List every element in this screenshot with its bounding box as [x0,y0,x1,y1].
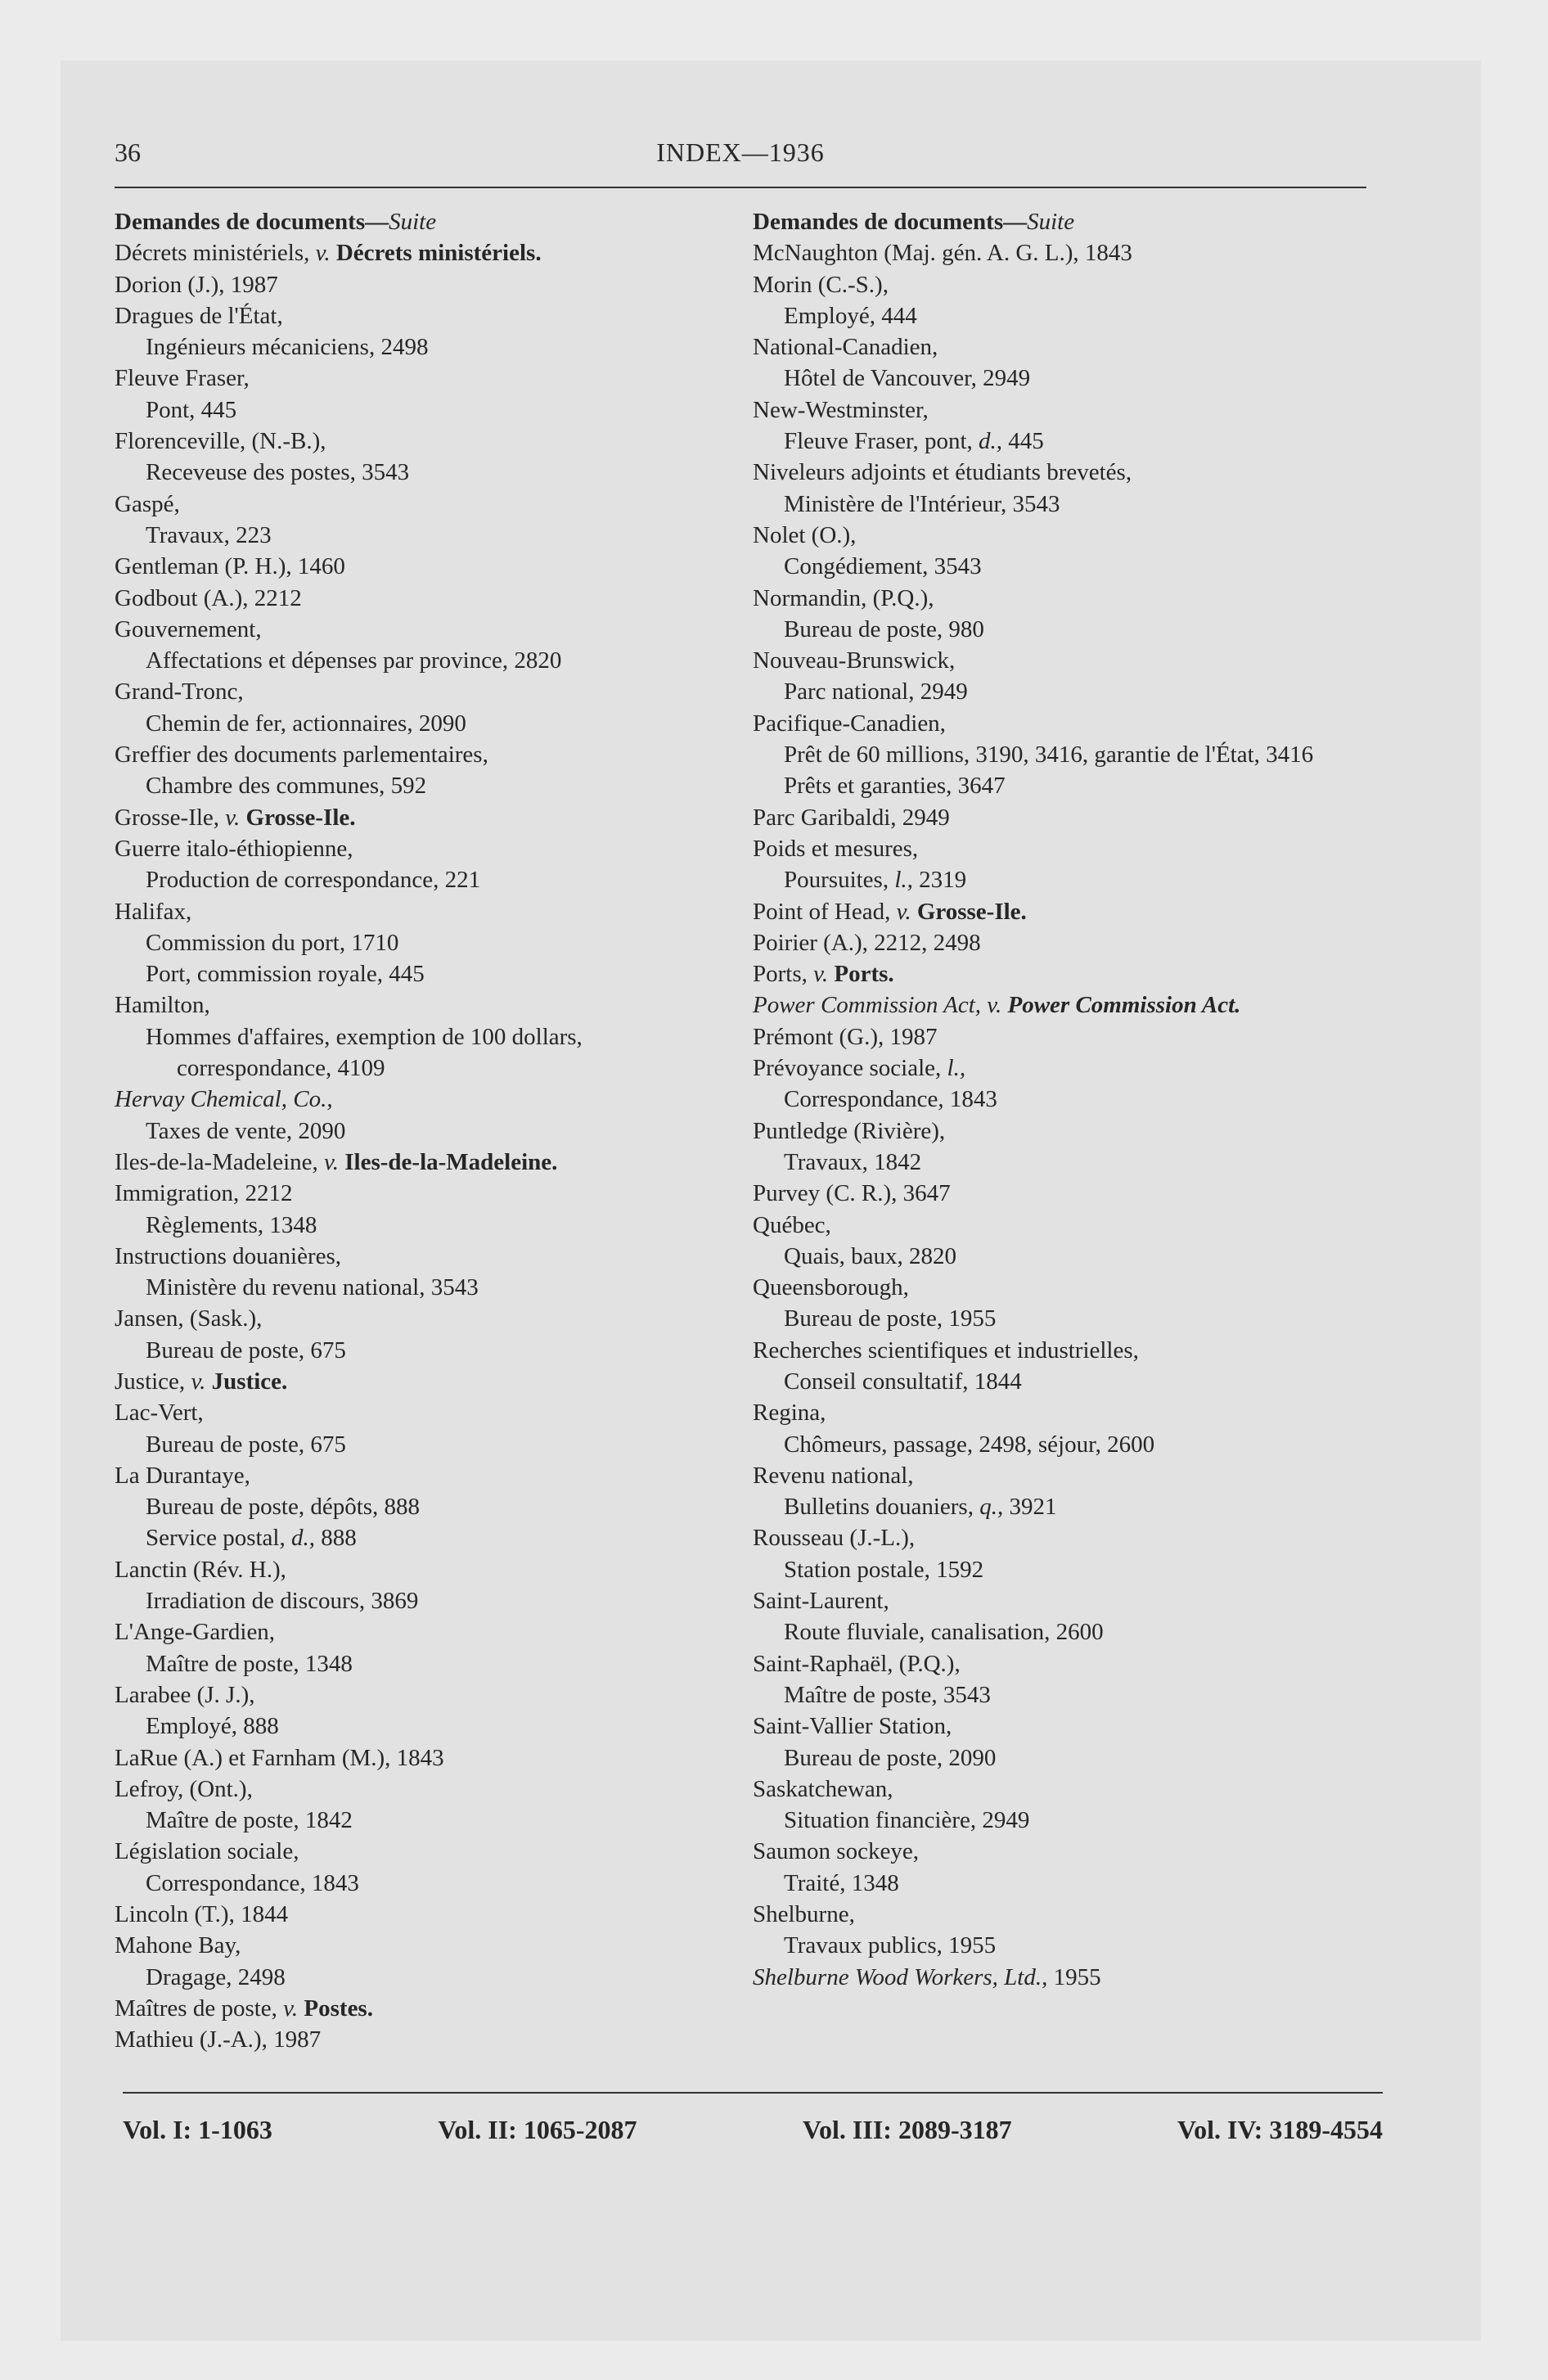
entry-text [240,805,245,831]
entry-text: 1955 [1047,1963,1101,1990]
entry-text: Puntledge (Rivière), [753,1117,946,1144]
index-entry [753,1021,1375,1053]
index-entry [753,989,1375,1021]
index-entry [753,958,1375,989]
entry-text: Ports, [753,961,814,988]
entry-text: Fleuve Fraser, pont, [784,428,979,455]
entry-text: v. [191,1368,206,1395]
entry-text: Lincoln (T.), 1844 [115,1901,289,1928]
entry-text: Dorion (J.), 1987 [115,271,278,298]
page-header [115,137,1366,178]
entry-text: d., [290,1525,315,1552]
index-subentry [115,1805,736,1836]
entry-text: Mathieu (J.-A.), 1987 [115,2026,322,2053]
entry-text: Saumon sockeye, [753,1838,919,1865]
entry-text [331,240,336,266]
entry-text: Situation financière, 2949 [784,1807,1030,1834]
index-subentry [753,676,1375,707]
index-entry [115,1554,736,1585]
index-entry [753,1774,1375,1805]
entry-text: Irradiation de discours, 3869 [146,1588,419,1615]
entry-text: Saint-Laurent, [753,1588,889,1615]
entry-text: Justice, [115,1368,191,1395]
entry-text: 3921 [1003,1494,1057,1521]
entry-text: Travaux publics, 1955 [784,1932,997,1959]
index-entry [115,833,736,864]
index-entry [753,583,1375,614]
index-entry [115,1084,736,1115]
entry-text: Correspondance, 1843 [784,1086,997,1113]
entry-text: v. [896,898,911,925]
index-entry [115,1993,736,2024]
entry-text: Iles-de-la-Madeleine. [344,1148,558,1175]
index-entry [753,1585,1375,1616]
entry-text: Québec, [753,1211,831,1238]
index-entry [753,833,1375,864]
entry-text: Gouvernement, [115,615,262,642]
index-subentry [753,1868,1375,1899]
index-entry [115,1366,736,1397]
index-entry [753,1272,1375,1303]
entry-text: Normandin, (P.Q.), [753,584,934,611]
index-entry [115,1460,736,1491]
entry-text: Taxes de vente, 2090 [146,1117,346,1144]
entry-text: Service postal, [146,1525,291,1552]
index-subentry [115,958,736,989]
entry-text: v. [283,1995,299,2022]
entry-text: Power Commission Act, [753,992,981,1019]
entry-text: Hommes d'affaires, exemption de 100 dollars, correspondance, 4109 [146,1023,583,1082]
running-title: INDEX—1936 [656,137,825,167]
entry-text: Morin (C.-S.), [753,271,889,298]
entry-text: Maître de poste, 3543 [784,1681,991,1708]
entry-text: Décrets ministériels. [335,240,542,267]
entry-text: Maître de poste, 1842 [146,1807,353,1834]
index-entry [115,426,736,457]
index-entry [115,1147,736,1178]
index-entry [753,1836,1375,1867]
entry-text: Législation sociale, [115,1838,299,1865]
entry-text: Justice. [211,1368,288,1395]
index-subentry [753,1616,1375,1648]
entry-text: Larabee (J. J.), [115,1681,255,1708]
entry-text: Chemin de fer, actionnaires, 2090 [146,710,466,737]
volume-range: Vol. I: 1-1063 [123,2115,272,2144]
entry-text: Travaux, 223 [146,521,272,548]
entry-text: Point of Head, [753,898,897,925]
index-subentry [115,394,736,426]
entry-text: Iles-de-la-Madeleine, [115,1148,325,1175]
entry-text: Revenu national, [753,1462,914,1489]
index-entry [753,896,1375,927]
index-entry [753,1116,1375,1147]
entry-text: v. [315,240,331,267]
entry-text: Grosse-Ile. [245,804,356,831]
entry-text: L'Ange-Gardien, [115,1619,276,1646]
entry-text: Bureau de poste, 980 [784,615,984,642]
entry-text: Gaspé, [115,490,180,517]
index-entry [753,457,1375,488]
entry-text: Prévoyance sociale, [753,1055,947,1082]
index-subentry [115,1272,736,1303]
index-entry [753,1178,1375,1209]
entry-text: 445 [1002,428,1044,455]
entry-text: Production de correspondance, 221 [146,867,481,894]
index-entry [753,1460,1375,1491]
index-subentry [753,300,1375,331]
index-entry [115,583,736,614]
entry-text: Bulletins douaniers, [784,1494,980,1521]
entry-text: New-Westminster, [753,396,929,423]
index-subentry [753,1742,1375,1774]
index-entry [115,2024,736,2055]
entry-text: Mahone Bay, [115,1932,241,1959]
index-entry [115,989,736,1021]
entry-text: d., [979,428,1003,455]
entry-text: Nouveau-Brunswick, [753,647,956,674]
entry-text: Décrets ministériels, [115,240,316,267]
index-entry [115,739,736,770]
index-entry [753,394,1375,426]
entry-text: Godbout (A.), 2212 [115,584,302,611]
index-subentry [115,927,736,958]
volume-range: Vol. II: 1065-2087 [438,2115,637,2144]
entry-text: Shelburne, [753,1901,855,1928]
index-subentry [115,331,736,363]
index-entry [115,1178,736,1209]
entry-text: Bureau de poste, 675 [146,1336,346,1364]
index-subentry [115,1522,736,1553]
entry-text: Instructions douanières, [115,1242,342,1269]
entry-text: Hervay Chemical, Co., [115,1086,333,1113]
entry-text: Grosse-Ile, [115,804,226,831]
column-heading-suite: Suite [1027,209,1075,235]
entry-text: Poids et mesures, [753,835,919,862]
index-subentry [115,708,736,739]
entry-text: Gentleman (P. H.), 1460 [115,553,345,580]
entry-text: Pacifique-Canadien, [753,710,946,737]
index-entry [115,237,736,268]
entry-text: National-Canadien, [753,334,938,361]
index-entry [753,927,1375,958]
entry-text: Quais, baux, 2820 [784,1242,957,1269]
entry-text: Grosse-Ile. [916,898,1027,925]
index-entry [115,802,736,833]
entry-text: Prêts et garanties, 3647 [784,773,1006,800]
volume-footer [123,2115,1383,2145]
index-subentry [115,864,736,895]
entry-text: Queensborough, [753,1274,909,1301]
entry-text: 2319 [912,867,967,894]
entry-text: Florenceville, (N.-B.), [115,428,326,455]
entry-text: v. [813,961,829,988]
volume-range: Vol. IV: 3189-4554 [1177,2115,1383,2144]
entry-text: Bureau de poste, dépôts, 888 [146,1494,421,1521]
entry-text: Bureau de poste, 2090 [784,1744,997,1771]
index-subentry [753,1241,1375,1272]
volume-range: Vol. III: 2089-3187 [802,2115,1012,2144]
entry-text: Grand-Tronc, [115,678,244,705]
index-entry [753,1711,1375,1742]
entry-text: McNaughton (Maj. gén. A. G. L.), 1843 [753,240,1132,267]
entry-text: Pont, 445 [146,396,237,423]
index-subentry [753,363,1375,394]
index-subentry [115,520,736,551]
index-entry [115,896,736,927]
index-entry [115,1930,736,1961]
index-entry [115,1774,736,1805]
entry-text: Station postale, 1592 [784,1556,984,1583]
footer-rule [123,2092,1383,2094]
index-subentry [115,1585,736,1616]
entry-text: Congédiement, 3543 [784,553,982,580]
entry-text: Immigration, 2212 [115,1180,293,1207]
index-subentry [115,645,736,676]
entry-text: Postes. [304,1995,373,2022]
index-entry [115,551,736,582]
right-column [753,206,1375,1993]
index-subentry [115,1648,736,1679]
index-entry [753,1397,1375,1428]
index-entry [753,237,1375,268]
index-entry [115,1397,736,1428]
index-subentry [753,1805,1375,1836]
entry-text: Port, commission royale, 445 [146,961,425,988]
entry-text: Prémont (G.), 1987 [753,1023,938,1050]
entry-text: Employé, 444 [784,302,917,329]
index-entry [753,269,1375,300]
entry-text: Commission du port, 1710 [146,929,399,956]
index-subentry [753,1554,1375,1585]
entry-text: Guerre italo-éthiopienne, [115,835,353,862]
entry-text: Travaux, 1842 [784,1148,922,1175]
entry-text: Conseil consultatif, 1844 [784,1368,1022,1395]
index-entry [115,1679,736,1711]
index-subentry [753,1147,1375,1178]
entry-text: Ingénieurs mécaniciens, 2498 [146,334,429,361]
entry-text: Purvey (C. R.), 3647 [753,1180,951,1207]
entry-text: Employé, 888 [146,1713,279,1740]
entry-text [205,1368,211,1395]
index-subentry [753,551,1375,582]
entry-text: Parc national, 2949 [784,678,968,705]
index-entry [753,1899,1375,1930]
entry-text: l., [947,1055,966,1082]
entry-text: Dragues de l'État, [115,302,283,329]
left-column [115,206,736,2056]
index-entry [115,1742,736,1774]
index-entry [753,1648,1375,1679]
index-entry [753,1210,1375,1241]
entry-text: Lac-Vert, [115,1400,204,1427]
index-entry [115,363,736,394]
index-subentry [753,739,1375,770]
index-subentry [115,1962,736,1993]
index-subentry [115,1429,736,1460]
index-subentry [115,1491,736,1522]
column-heading-main: Demandes de documents— [753,209,1028,235]
entry-text: Lanctin (Rév. H.), [115,1556,286,1583]
index-entry [115,614,736,645]
index-subentry [115,457,736,488]
index-entry [753,520,1375,551]
index-entry [115,300,736,331]
entry-text: Route fluviale, canalisation, 2600 [784,1619,1104,1646]
index-subentry [753,1429,1375,1460]
entry-text: Ministère de l'Intérieur, 3543 [784,490,1060,517]
entry-text: v. [225,804,241,831]
index-entry [115,1899,736,1930]
entry-text: Lefroy, (Ont.), [115,1775,253,1802]
column-heading [753,206,1375,237]
entry-text: La Durantaye, [115,1462,250,1489]
column-heading-suite: Suite [389,209,437,235]
index-subentry [753,1930,1375,1961]
column-heading-main: Demandes de documents— [115,209,389,235]
index-subentry [753,426,1375,457]
entry-text: Prêt de 60 millions, 3190, 3416, garantie de l'État, 3416 [784,741,1314,769]
entry-text: Ministère du revenu national, 3543 [146,1274,479,1301]
entry-text: Shelburne Wood Workers, Ltd., [753,1963,1048,1990]
index-subentry [753,614,1375,645]
index-entry [753,1522,1375,1553]
entry-text: Bureau de poste, 1955 [784,1305,997,1332]
entry-text: LaRue (A.) et Farnham (M.), 1843 [115,1744,444,1771]
index-entry [115,269,736,300]
index-subentry [115,1116,736,1147]
entry-text: Poirier (A.), 2212, 2498 [753,929,981,956]
entry-text: Parc Garibaldi, 2949 [753,804,950,831]
index-entry [753,1335,1375,1366]
index-entry [753,1962,1375,1993]
index-subentry [115,1711,736,1742]
index-subentry [753,770,1375,801]
index-subentry [115,1021,736,1084]
header-rule [115,187,1366,188]
entry-text: Greffier des documents parlementaires, [115,741,488,769]
entry-text: Saskatchewan, [753,1775,893,1802]
entry-text: Fleuve Fraser, [115,365,250,392]
entry-text: v. [324,1148,340,1175]
entry-text: Saint-Vallier Station, [753,1713,952,1740]
index-entry [753,802,1375,833]
page-number: 36 [115,137,141,167]
index-subentry [753,1303,1375,1334]
entry-text: Recherches scientifiques et industrielles, [753,1336,1139,1364]
index-subentry [115,1868,736,1899]
index-entry [115,1241,736,1272]
entry-text: Correspondance, 1843 [146,1869,359,1896]
entry-text: Affectations et dépenses par province, 2820 [146,647,562,674]
entry-text: Receveuse des postes, 3543 [146,459,410,486]
entry-text: v. [987,992,1002,1019]
entry-text: Traité, 1348 [784,1869,899,1896]
entry-text: Hamilton, [115,992,210,1019]
index-entry [753,331,1375,363]
entry-text: Ports. [834,961,894,988]
index-entry [753,645,1375,676]
index-subentry [753,1366,1375,1397]
entry-text: Jansen, (Sask.), [115,1305,263,1332]
entry-text: Hôtel de Vancouver, 2949 [784,365,1031,392]
index-subentry [753,489,1375,520]
entry-text [911,899,917,925]
index-subentry [115,1210,736,1241]
entry-text: Dragage, 2498 [146,1963,286,1990]
entry-text: Halifax, [115,898,192,925]
entry-text: Poursuites, [784,867,895,894]
entry-text: q., [979,1494,1004,1521]
entry-text: Niveleurs adjoints et étudiants brevetés, [753,459,1132,486]
index-subentry [753,864,1375,895]
entry-text: Chambre des communes, 592 [146,773,427,800]
index-entry [115,489,736,520]
entry-text: Bureau de poste, 675 [146,1431,346,1458]
entry-text: Chômeurs, passage, 2498, séjour, 2600 [784,1431,1155,1458]
index-subentry [753,1084,1375,1115]
column-heading [115,206,736,237]
entry-text: Power Commission Act. [1007,992,1241,1019]
entry-text: Regina, [753,1400,826,1427]
index-subentry [753,1679,1375,1711]
index-subentry [115,770,736,801]
index-subentry [115,1335,736,1366]
index-subentry [753,1491,1375,1522]
index-entry [115,1303,736,1334]
index-entry [753,708,1375,739]
entry-text: Maître de poste, 1348 [146,1650,353,1677]
index-entry [115,1836,736,1867]
entry-text: Maîtres de poste, [115,1995,284,2022]
entry-text: Saint-Raphaël, (P.Q.), [753,1650,961,1677]
index-entry [753,1053,1375,1084]
entry-text: Rousseau (J.-L.), [753,1525,916,1552]
entry-text: 888 [314,1525,357,1552]
entry-text: l., [894,867,913,894]
index-entry [115,676,736,707]
entry-text: Règlements, 1348 [146,1211,317,1238]
entry-text: Nolet (O.), [753,521,857,548]
index-entry [115,1616,736,1648]
